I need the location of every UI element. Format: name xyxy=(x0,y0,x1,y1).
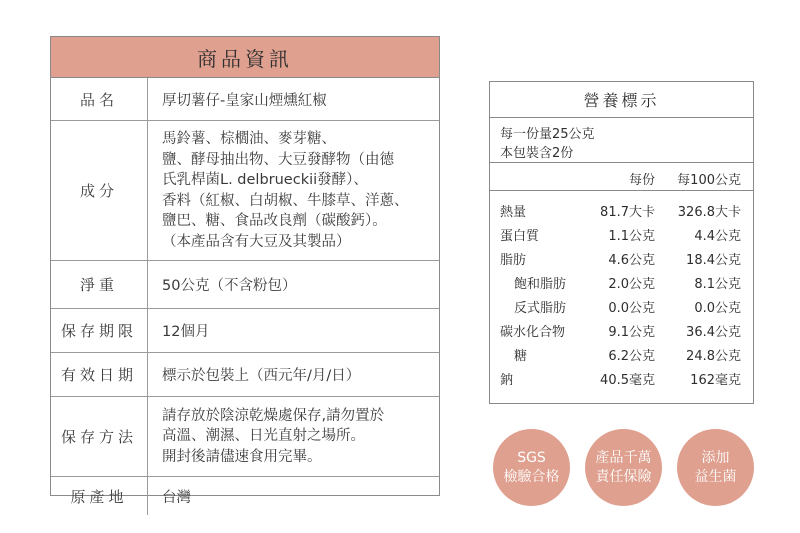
nutrient-per-100g: 18.4公克 xyxy=(686,253,741,268)
ingredients-line: 氏乳桿菌L. delbrueckii發酵）、 xyxy=(162,172,368,188)
nutrient-per-100g: 4.4公克 xyxy=(694,229,741,244)
serving-size: 每一份量25公克 xyxy=(500,127,595,142)
nutrient-per-serving: 81.7大卡 xyxy=(600,205,655,220)
nutrient-per-serving: 40.5毫克 xyxy=(600,373,655,388)
row-expiry-date xyxy=(51,353,439,397)
nutrition-facts-table xyxy=(489,81,754,404)
servings-per-package: 本包裝含2份 xyxy=(500,146,574,161)
nutrient-per-100g: 36.4公克 xyxy=(686,325,741,340)
nutrient-per-serving: 0.0公克 xyxy=(608,301,655,316)
ingredients-line: 鹽、酵母抽出物、大豆發酵物（由德 xyxy=(162,151,394,168)
row-origin xyxy=(51,477,439,515)
row-ingredients xyxy=(51,121,439,261)
nutrient-name: 碳水化合物 xyxy=(500,325,566,340)
label-expiry-date: 有效日期 xyxy=(51,353,148,396)
nutrition-row xyxy=(490,269,753,293)
nutrient-name: 熱量 xyxy=(500,205,527,220)
header-per-serving: 每份 xyxy=(628,173,655,188)
value-net-weight: 50公克（不含粉包） xyxy=(162,278,297,294)
row-storage xyxy=(51,397,439,477)
nutrient-name: 反式脂肪 xyxy=(514,301,567,316)
badge-line: 添加 xyxy=(701,449,730,466)
product-info-title: 商品資訊 xyxy=(51,37,439,78)
nutrition-row xyxy=(490,245,753,269)
nutrition-title: 營養標示 xyxy=(490,82,753,118)
nutrient-per-serving: 6.2公克 xyxy=(608,349,655,364)
probiotics-badge xyxy=(677,429,754,506)
row-product-name xyxy=(51,78,439,121)
ingredients-line: 馬鈴薯、棕櫚油、麥芽糖、 xyxy=(162,131,336,147)
label-shelf-life: 保存期限 xyxy=(51,309,148,352)
nutrient-per-100g: 326.8大卡 xyxy=(677,205,741,220)
row-shelf-life xyxy=(51,309,439,353)
nutrient-per-serving: 9.1公克 xyxy=(608,325,655,340)
sgs-certified-badge xyxy=(493,429,570,506)
storage-line: 開封後請儘速食用完畢。 xyxy=(162,448,322,465)
ingredients-line: 鹽巴、糖、食品改良劑（碳酸鈣）。 xyxy=(162,213,387,229)
nutrient-per-serving: 1.1公克 xyxy=(608,229,655,244)
badge-line: 益生菌 xyxy=(694,468,737,485)
label-product-name: 品名 xyxy=(51,78,148,120)
storage-line: 高溫、潮濕、日光直射之場所。 xyxy=(162,428,365,445)
nutrition-row xyxy=(490,317,753,341)
nutrient-name: 脂肪 xyxy=(500,253,527,268)
value-shelf-life: 12個月 xyxy=(162,324,210,340)
nutrition-row xyxy=(490,341,753,365)
ingredients-line: 香料（紅椒、白胡椒、牛膝草、洋蔥、 xyxy=(162,192,409,209)
serving-info xyxy=(490,118,753,163)
nutrient-per-serving: 4.6公克 xyxy=(608,253,655,268)
nutrient-name: 飽和脂肪 xyxy=(514,277,567,292)
nutrient-per-serving: 2.0公克 xyxy=(608,277,655,292)
value-storage xyxy=(148,397,439,476)
label-ingredients: 成分 xyxy=(51,121,148,260)
row-net-weight xyxy=(51,261,439,309)
value-product-name: 厚切薯仔-皇家山煙燻紅椒 xyxy=(162,92,327,109)
label-storage: 保存方法 xyxy=(51,397,148,476)
nutrition-row xyxy=(490,365,753,389)
value-origin: 台灣 xyxy=(162,489,191,506)
value-expiry-date: 標示於包裝上（西元年/月/日） xyxy=(162,368,361,384)
badge-line: SGS xyxy=(517,449,546,466)
badge-line: 責任保險 xyxy=(595,468,652,485)
nutrition-header xyxy=(490,163,753,191)
label-net-weight: 淨重 xyxy=(51,261,148,308)
nutrient-per-100g: 8.1公克 xyxy=(694,277,741,292)
label-origin: 原產地 xyxy=(51,477,148,515)
nutrition-row xyxy=(490,221,753,245)
storage-line: 請存放於陰涼乾燥處保存,請勿置於 xyxy=(162,407,385,424)
header-per-100g: 每100公克 xyxy=(677,173,741,188)
value-ingredients xyxy=(148,121,439,260)
nutrient-name: 蛋白質 xyxy=(500,229,540,244)
badge-line: 檢驗合格 xyxy=(503,468,560,485)
nutrient-name: 鈉 xyxy=(500,373,514,388)
nutrition-row xyxy=(490,293,753,317)
nutrition-row xyxy=(490,197,753,221)
nutrient-name: 糖 xyxy=(514,349,528,364)
nutrient-per-100g: 24.8公克 xyxy=(686,349,741,364)
nutrition-rows xyxy=(490,191,753,389)
product-info-table xyxy=(50,36,440,506)
badge-line: 產品千萬 xyxy=(595,449,652,466)
ingredients-line: （本產品含有大豆及其製品） xyxy=(162,233,351,250)
liability-insurance-badge xyxy=(585,429,662,506)
nutrient-per-100g: 162毫克 xyxy=(690,373,741,388)
nutrient-per-100g: 0.0公克 xyxy=(694,301,741,316)
